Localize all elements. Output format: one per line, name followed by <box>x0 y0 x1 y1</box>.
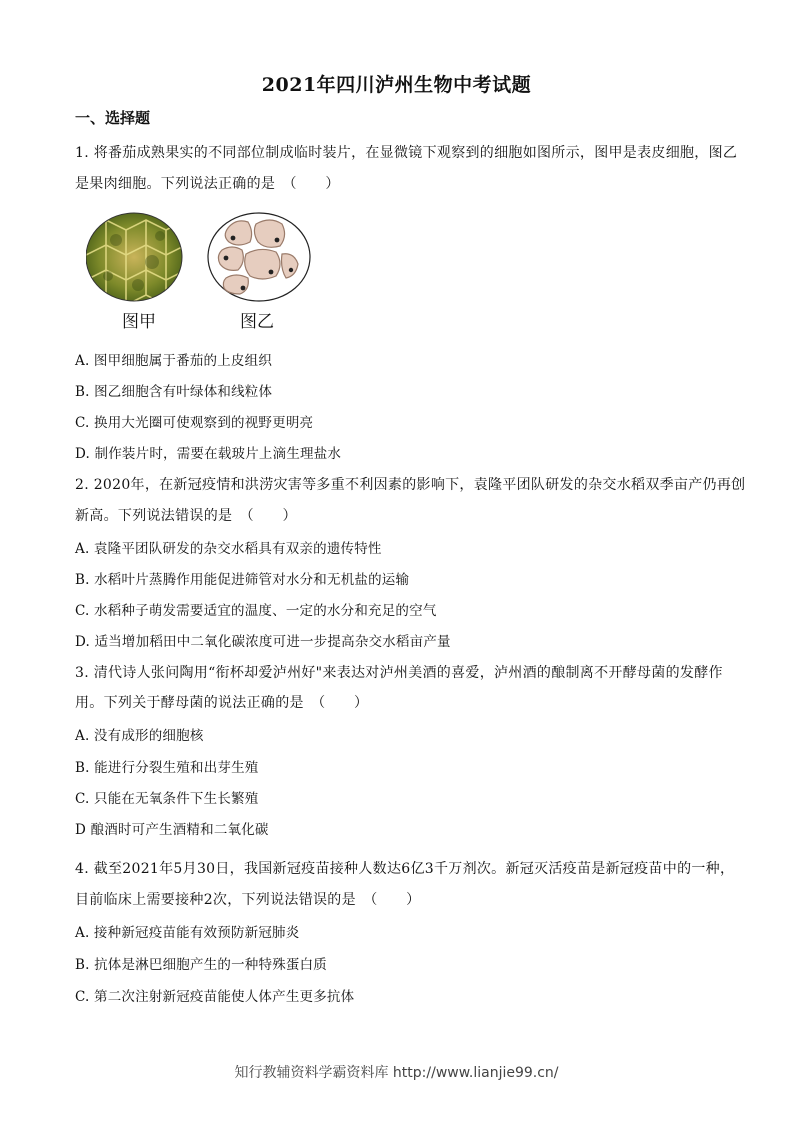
question-2-option-b: B. 水稻叶片蒸腾作用能促进筛管对水分和无机盐的运输 <box>75 572 410 588</box>
question-3-option-c: C. 只能在无氧条件下生长繁殖 <box>75 791 259 807</box>
question-2-line-2: 新高。下列说法错误的是 （ ） <box>75 508 297 524</box>
epidermis-cells-image <box>86 213 186 305</box>
question-1-line-2: 是果肉细胞。下列说法正确的是 （ ） <box>75 176 340 192</box>
question-1-option-a: A. 图甲细胞属于番茄的上皮组织 <box>75 353 273 369</box>
question-4-option-a: A. 接种新冠疫苗能有效预防新冠肺炎 <box>75 925 300 941</box>
question-2-option-a: A. 袁隆平团队研发的杂交水稻具有双亲的遗传特性 <box>75 541 382 557</box>
question-3-option-d: D 酿酒时可产生酒精和二氧化碳 <box>75 822 269 838</box>
question-2-line-1: 2. 2020年，在新冠疫情和洪涝灾害等多重不利因素的影响下，袁隆平团队研发的杂交水稻双季亩产仍再创 <box>75 477 746 493</box>
question-1-option-d: D. 制作装片时，需要在载玻片上滴生理盐水 <box>75 446 342 462</box>
cell-figure-image <box>86 210 316 305</box>
question-2-option-c: C. 水稻种子萌发需要适宜的温度、一定的水分和充足的空气 <box>75 603 437 619</box>
question-3-option-a: A. 没有成形的细胞核 <box>75 728 204 744</box>
footer-watermark: 知行教辅资料学霸资料库 http://www.lianjie99.cn/ <box>234 1065 559 1081</box>
question-3-option-b: B. 能进行分裂生殖和出芽生殖 <box>75 760 259 776</box>
question-4-option-b: B. 抗体是淋巴细胞产生的一种特殊蛋白质 <box>75 957 328 973</box>
question-2-option-d: D. 适当增加稻田中二氧化碳浓度可进一步提高杂交水稻亩产量 <box>75 634 451 650</box>
question-4-line-2: 目前临床上需要接种2次，下列说法错误的是 （ ） <box>75 892 421 908</box>
figure-caption-b: 图乙 <box>240 312 274 332</box>
section-heading: 一、选择题 <box>75 109 151 127</box>
question-3-line-1: 3. 清代诗人张问陶用“衔杯却爱泸州好"来表达对泸州美酒的喜爱，泸州酒的酿制离不开酵母菌的发酵作 <box>75 665 723 681</box>
question-3-line-2: 用。下列关于酵母菌的说法正确的是 （ ） <box>75 695 369 711</box>
cell-figure <box>86 210 316 330</box>
pulp-cells-image <box>208 213 310 301</box>
question-4-option-c: C. 第二次注射新冠疫苗能使人体产生更多抗体 <box>75 989 355 1005</box>
page-title: 2021年四川泸州生物中考试题 <box>261 74 532 96</box>
figure-caption-a: 图甲 <box>122 312 156 332</box>
question-1-line-1: 1. 将番茄成熟果实的不同部位制成临时装片，在显微镜下观察到的细胞如图所示，图甲是表皮细胞，图乙 <box>75 145 738 161</box>
question-1-option-b: B. 图乙细胞含有叶绿体和线粒体 <box>75 384 273 400</box>
question-4-line-1: 4. 截至2021年5月30日，我国新冠疫苗接种人数达6亿3千万剂次。新冠灭活疫苗是新冠疫苗中的一种， <box>75 861 735 877</box>
question-1-option-c: C. 换用大光圈可使观察到的视野更明亮 <box>75 415 314 431</box>
